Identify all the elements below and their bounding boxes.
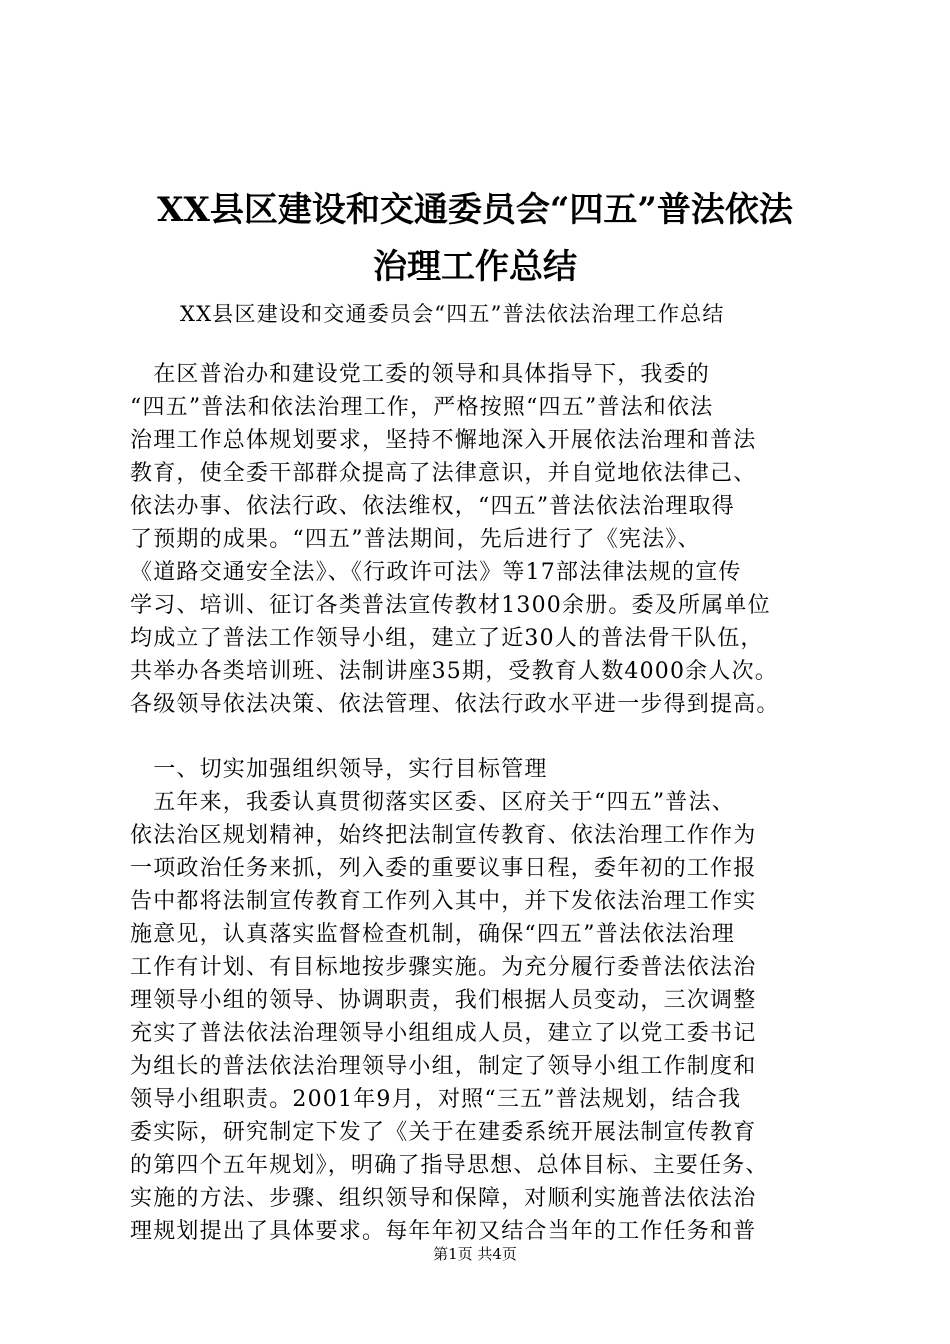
body-line: 实施的方法、步骤、组织领导和保障，对顺利实施普法依法治 <box>130 1186 757 1211</box>
section-heading: 一、切实加强组织领导，实行目标管理 <box>130 757 548 782</box>
body-line: 理领导小组的领导、协调职责，我们根据人员变动，三次调整 <box>130 988 757 1013</box>
body-line: 充实了普法依法治理领导小组组成人员，建立了以党工委书记 <box>130 1021 757 1046</box>
body-line: 理规划提出了具体要求。每年年初又结合当年的工作任务和普 <box>130 1219 757 1244</box>
body-line: 告中都将法制宣传教育工作列入其中，并下发依法治理工作实 <box>130 889 757 914</box>
body-line: 《道路交通安全法》、《行政许可法》等17部法律法规的宣传 <box>130 560 742 585</box>
title-text: XX县区建设和交通委员会“四五”普法依法治理工作总结 <box>180 302 725 326</box>
body-line: 教育，使全委干部群众提高了法律意识，并自觉地依法律己、 <box>130 461 757 486</box>
body-line: 一项政治任务来抓，列入委的重要议事日程，委年初的工作报 <box>130 856 757 881</box>
body-line: 为组长的普法依法治理领导小组，制定了领导小组工作制度和 <box>130 1054 757 1079</box>
body-line: 工作有计划、有目标地按步骤实施。为充分履行委普法依法治 <box>130 955 757 980</box>
body-line: 依法治区规划精神，始终把法制宣传教育、依法治理工作作为 <box>130 823 757 848</box>
body-line: 了预期的成果。“四五”普法期间，先后进行了《宪法》、 <box>130 527 701 552</box>
body-line: 均成立了普法工作领导小组，建立了近30人的普法骨干队伍， <box>130 626 764 651</box>
body-line: “四五”普法和依法治理工作，严格按照“四五”普法和依法 <box>130 395 714 420</box>
body-line: 的第四个五年规划》，明确了指导思想、总体目标、主要任务、 <box>130 1153 769 1178</box>
body-line: 五年来，我委认真贯彻落实区委、区府关于“四五”普法、 <box>130 790 735 815</box>
body-line: 施意见，认真落实监督检查机制，确保“四五”普法依法治理 <box>130 922 735 947</box>
body-line: 治理工作总体规划要求，坚持不懈地深入开展依法治理和普法 <box>130 428 757 453</box>
body-line: 各级领导依法决策、依法管理、依法行政水平进一步得到提高。 <box>130 692 780 717</box>
page-title-line-2 <box>0 247 950 287</box>
page-number: 第1页 共4页 <box>433 1245 517 1263</box>
page-title-line-1 <box>0 190 950 230</box>
body-line: 领导小组职责。2001年9月，对照“三五”普法规划，结合我 <box>130 1087 742 1112</box>
title-text: 治理工作总结 <box>373 247 577 287</box>
document-subtitle <box>180 300 725 328</box>
body-line: 学习、培训、征订各类普法宣传教材1300余册。委及所属单位 <box>130 593 771 618</box>
body-line: 共举办各类培训班、法制讲座35期，受教育人数4000余人次。 <box>130 659 778 684</box>
body-line: 依法办事、依法行政、依法维权，“四五”普法依法治理取得 <box>130 494 735 519</box>
body-line: 委实际，研究制定下发了《关于在建委系统开展法制宣传教育 <box>130 1120 757 1145</box>
title-text: XX县区建设和交通委员会“四五”普法依法 <box>157 190 793 230</box>
body-line: 在区普治办和建设党工委的领导和具体指导下，我委的 <box>130 362 711 387</box>
